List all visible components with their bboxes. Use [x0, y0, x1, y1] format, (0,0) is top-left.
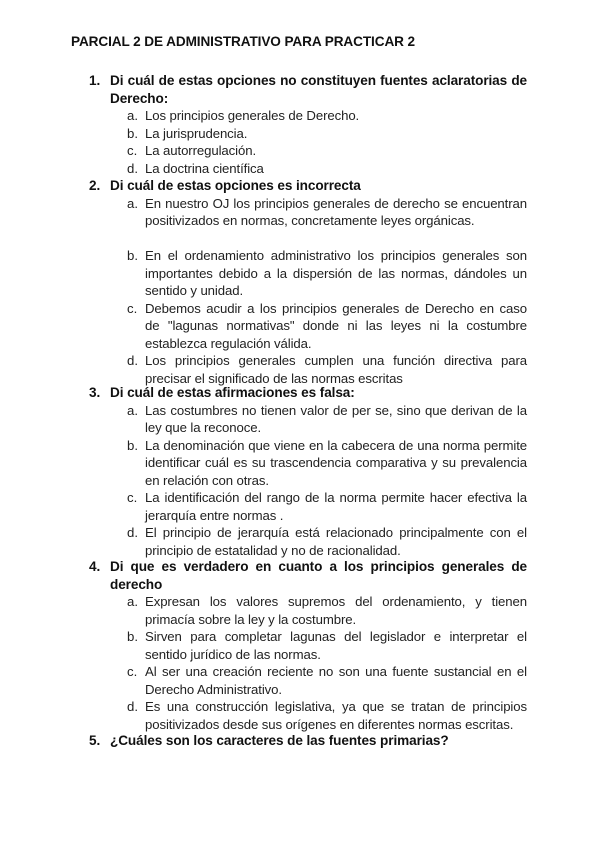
document-title: PARCIAL 2 DE ADMINISTRATIVO PARA PRACTICAR 2: [71, 34, 416, 49]
option-letter: c.: [127, 300, 138, 316]
question-text: Di cuál de estas afirmaciones es falsa:: [110, 385, 355, 400]
option-text: El principio de jerarquía está relacionado principalmente con el principio de estatalidad y no de racionalidad.: [145, 525, 527, 558]
option-letter: a.: [127, 195, 138, 211]
question-text: ¿Cuáles son los caracteres de las fuentes primarias?: [110, 733, 449, 748]
option-letter: d.: [127, 699, 138, 714]
option-text: Expresan los valores supremos del ordenamiento, y tienen primacía sobre la ley y la costumbre.: [145, 594, 527, 627]
option-text: La jurisprudencia.: [145, 125, 248, 141]
option-letter: a.: [127, 108, 138, 123]
option-letter: d.: [127, 353, 138, 368]
option-letter: c.: [127, 664, 138, 679]
option-text: En nuestro OJ los principios generales de derecho se encuentran positivizados en normas, concretamente leyes orgánicas.: [145, 195, 527, 228]
option-letter: c.: [127, 490, 138, 505]
option-letter: d.: [127, 525, 138, 540]
option-text: La identificación del rango de la norma permite hacer efectiva la jerarquía entre normas .: [145, 490, 527, 523]
question-text: Di que es verdadero en cuanto a los principios generales de derecho: [110, 559, 527, 592]
question-number: 1.: [89, 73, 101, 88]
question-text: Di cuál de estas opciones es incorrecta: [110, 178, 361, 193]
option-text: Los principios generales cumplen una función directiva para precisar el significado de las normas escritas: [145, 353, 527, 386]
question-number: 3.: [89, 385, 101, 400]
option-text: Es una construcción legislativa, ya que se tratan de principios positivizados desde sus orígenes en diferentes normas escritas.: [145, 699, 527, 732]
option-text: Debemos acudir a los principios generales de Derecho en caso de "lagunas normativas" donde ni las leyes ni la costumbre establezca regulación válida.: [145, 300, 527, 351]
option-text: En el ordenamiento administrativo los principios generales son importantes debido a la dispersión de las normas, dándoles un sentido y unidad.: [145, 248, 527, 298]
option-letter: d.: [127, 160, 138, 176]
option-letter: b.: [127, 629, 138, 644]
option-text: La denominación que viene en la cabecera de una norma permite identificar cuál es su trascendencia comparativa y su prevalencia en relación con otras.: [145, 437, 527, 488]
option-letter: a.: [127, 594, 138, 609]
option-text: La doctrina científica: [145, 160, 264, 176]
option-text: La autorregulación.: [145, 143, 257, 158]
option-text: Al ser una creación reciente no son una fuente sustancial en el Derecho Administrativo.: [145, 664, 527, 697]
question-number: 4.: [89, 559, 101, 574]
option-letter: b.: [127, 125, 138, 141]
option-letter: c.: [127, 143, 138, 158]
option-text: Los principios generales de Derecho.: [145, 108, 360, 123]
option-letter: b.: [127, 248, 138, 263]
option-text: Las costumbres no tienen valor de per se, sino que derivan de la ley que la reconoce.: [145, 402, 527, 435]
option-text: Sirven para completar lagunas del legislador e interpretar el sentido jurídico de las normas.: [145, 629, 527, 662]
option-letter: b.: [127, 437, 138, 453]
question-number: 5.: [89, 733, 101, 748]
option-letter: a.: [127, 402, 138, 418]
question-number: 2.: [89, 178, 101, 193]
question-text: Di cuál de estas opciones no constituyen fuentes aclaratorias de Derecho:: [110, 73, 527, 106]
